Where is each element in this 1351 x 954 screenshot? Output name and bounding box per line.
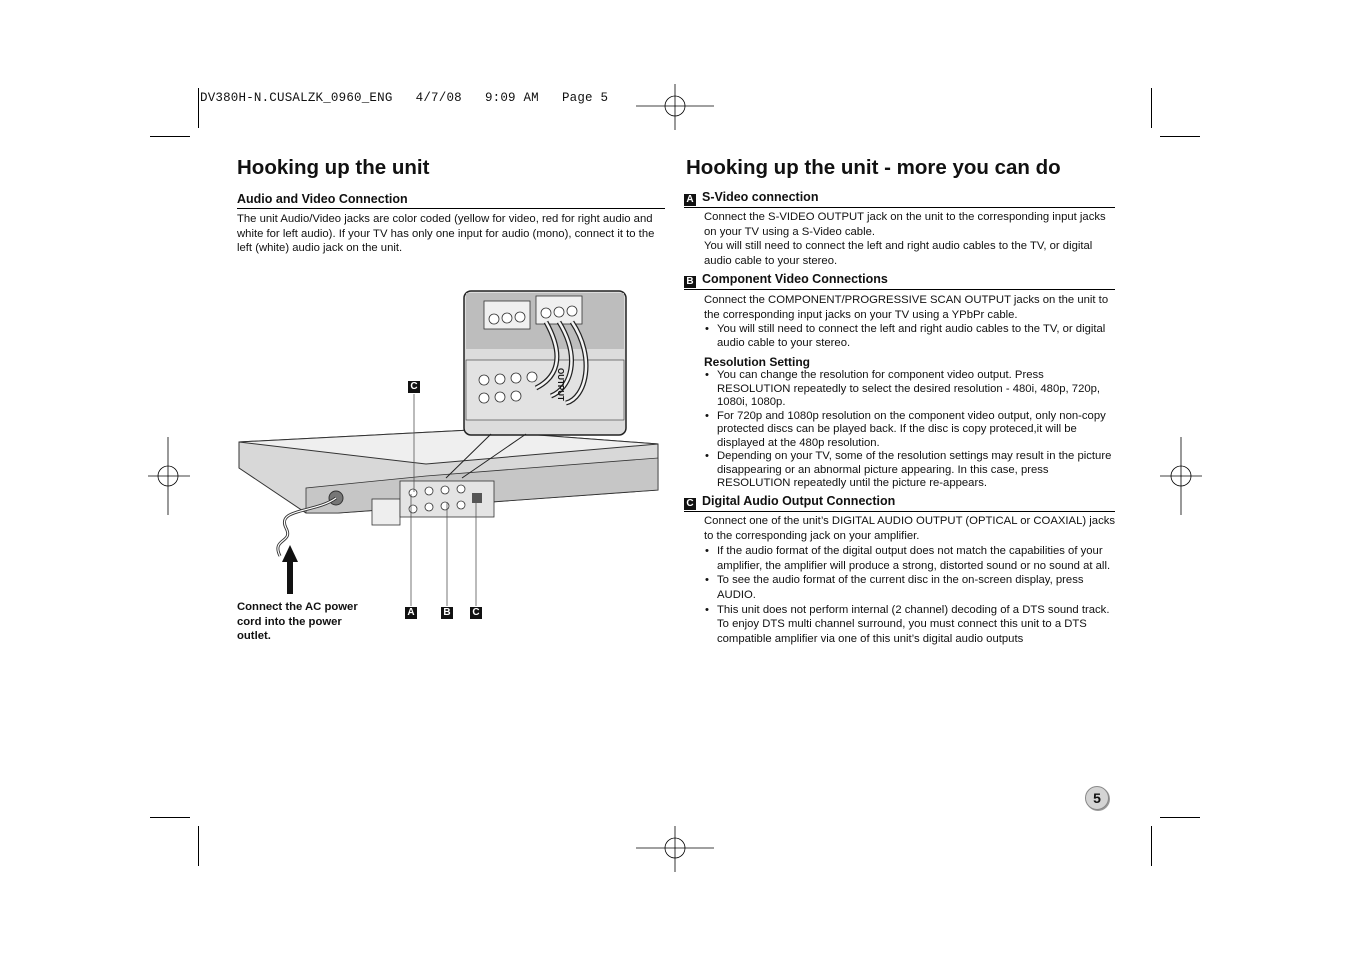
crop-mark [150,136,190,137]
crop-mark [1160,136,1200,137]
list-item: • You can change the resolution for component video output. Press RESOLUTION repeatedly to select the desired resolution - 480i, 480p, 720p, 1080i, 1080p. [704,369,1118,410]
component-video-body [704,293,1118,491]
page-number: 5 [1093,790,1101,806]
component-video-heading-text: Component Video Connections [702,272,888,286]
audio-video-subtitle: Audio and Video Connection [237,192,665,209]
list-item: • For 720p and 1080p resolution on the component video output, only non-copy protected discs can be played back. If the disc is copy proteced,it will be displayed at the 480p resolution. [704,410,1118,451]
registration-mark-right [1160,437,1202,515]
component-video-bullets [704,323,1118,350]
callout-badge-c-top: C [408,381,420,393]
resolution-setting-subheading: Resolution Setting [704,355,810,370]
section-badge-a: A [684,194,696,206]
print-slug-header: DV380H-N.CUSALZK_0960_ENG 4/7/08 9:09 AM Page 5 [200,91,609,105]
registration-mark-left [148,437,190,515]
digital-audio-heading-text: Digital Audio Output Connection [702,494,896,508]
section-badge-c: C [684,498,696,510]
callout-badge-c: C [470,607,482,619]
registration-mark-bottom [636,826,714,872]
section-badge-b: B [684,276,696,288]
s-video-paragraph-1: Connect the S-VIDEO OUTPUT jack on the unit to the corresponding input jacks on your TV using a S-Video cable. [704,211,1106,238]
resolution-setting-bullets [704,369,1118,491]
registration-mark-top [636,84,714,130]
crop-mark [1151,826,1152,866]
callout-badge-a: A [405,607,417,619]
list-item: • If the audio format of the digital output does not match the capabilities of your amplifier, the amplifier will produce a strong, distorted sound or no sound at all. [704,544,1118,573]
crop-mark [1151,88,1152,128]
list-item: • You will still need to connect the left and right audio cables to the TV, or digital audio cable to your stereo. [704,323,1118,350]
callout-badge-b: B [441,607,453,619]
connection-diagram [236,288,666,628]
digital-audio-paragraph: Connect one of the unit’s DIGITAL AUDIO OUTPUT (OPTICAL or COAXIAL) jacks to the corresponding jack on your amplifier. [704,515,1116,542]
s-video-paragraph-2: You will still need to connect the left and right audio cables to the TV, or digital audio cable to your stereo. [704,240,1093,267]
digital-audio-body [704,514,1118,646]
power-cord-caption: Connect the AC power cord into the power outlet. [237,601,358,642]
digital-audio-heading [684,494,1115,512]
right-page-title: Hooking up the unit - more you can do [686,156,1061,179]
list-item: • This unit does not perform internal (2 channel) decoding of a DTS sound track. To enjoy DTS multi channel surround, you must connect this unit to a DTS compatible amplifier via one of this unit’s digital audio outputs [704,603,1118,647]
digital-audio-bullets [704,544,1118,646]
list-item: • To see the audio format of the current disc in the on-screen display, press AUDIO. [704,573,1118,602]
left-page-title: Hooking up the unit [237,156,430,179]
s-video-body [704,210,1118,268]
audio-video-paragraph: The unit Audio/Video jacks are color coded (yellow for video, red for right audio and white for left audio). If your TV has only one input for audio (mono), connect it to the left (white) audio jack on the unit. [237,213,655,255]
crop-mark [198,88,199,128]
output-label: OUTPUT [556,368,565,401]
s-video-heading [684,190,1115,208]
crop-mark [198,826,199,866]
s-video-heading-text: S-Video connection [702,190,819,204]
crop-mark [150,817,190,818]
page-number-badge [1085,786,1109,810]
crop-mark [1160,817,1200,818]
list-item: • Depending on your TV, some of the resolution settings may result in the picture disappearing or an abnormal picture appearing. In this case, press RESOLUTION repeatedly until the picture re-appears. [704,450,1118,491]
component-video-heading [684,272,1115,290]
component-video-paragraph: Connect the COMPONENT/PROGRESSIVE SCAN OUTPUT jacks on the unit to the corresponding input jacks on your TV using a YPbPr cable. [704,294,1109,321]
